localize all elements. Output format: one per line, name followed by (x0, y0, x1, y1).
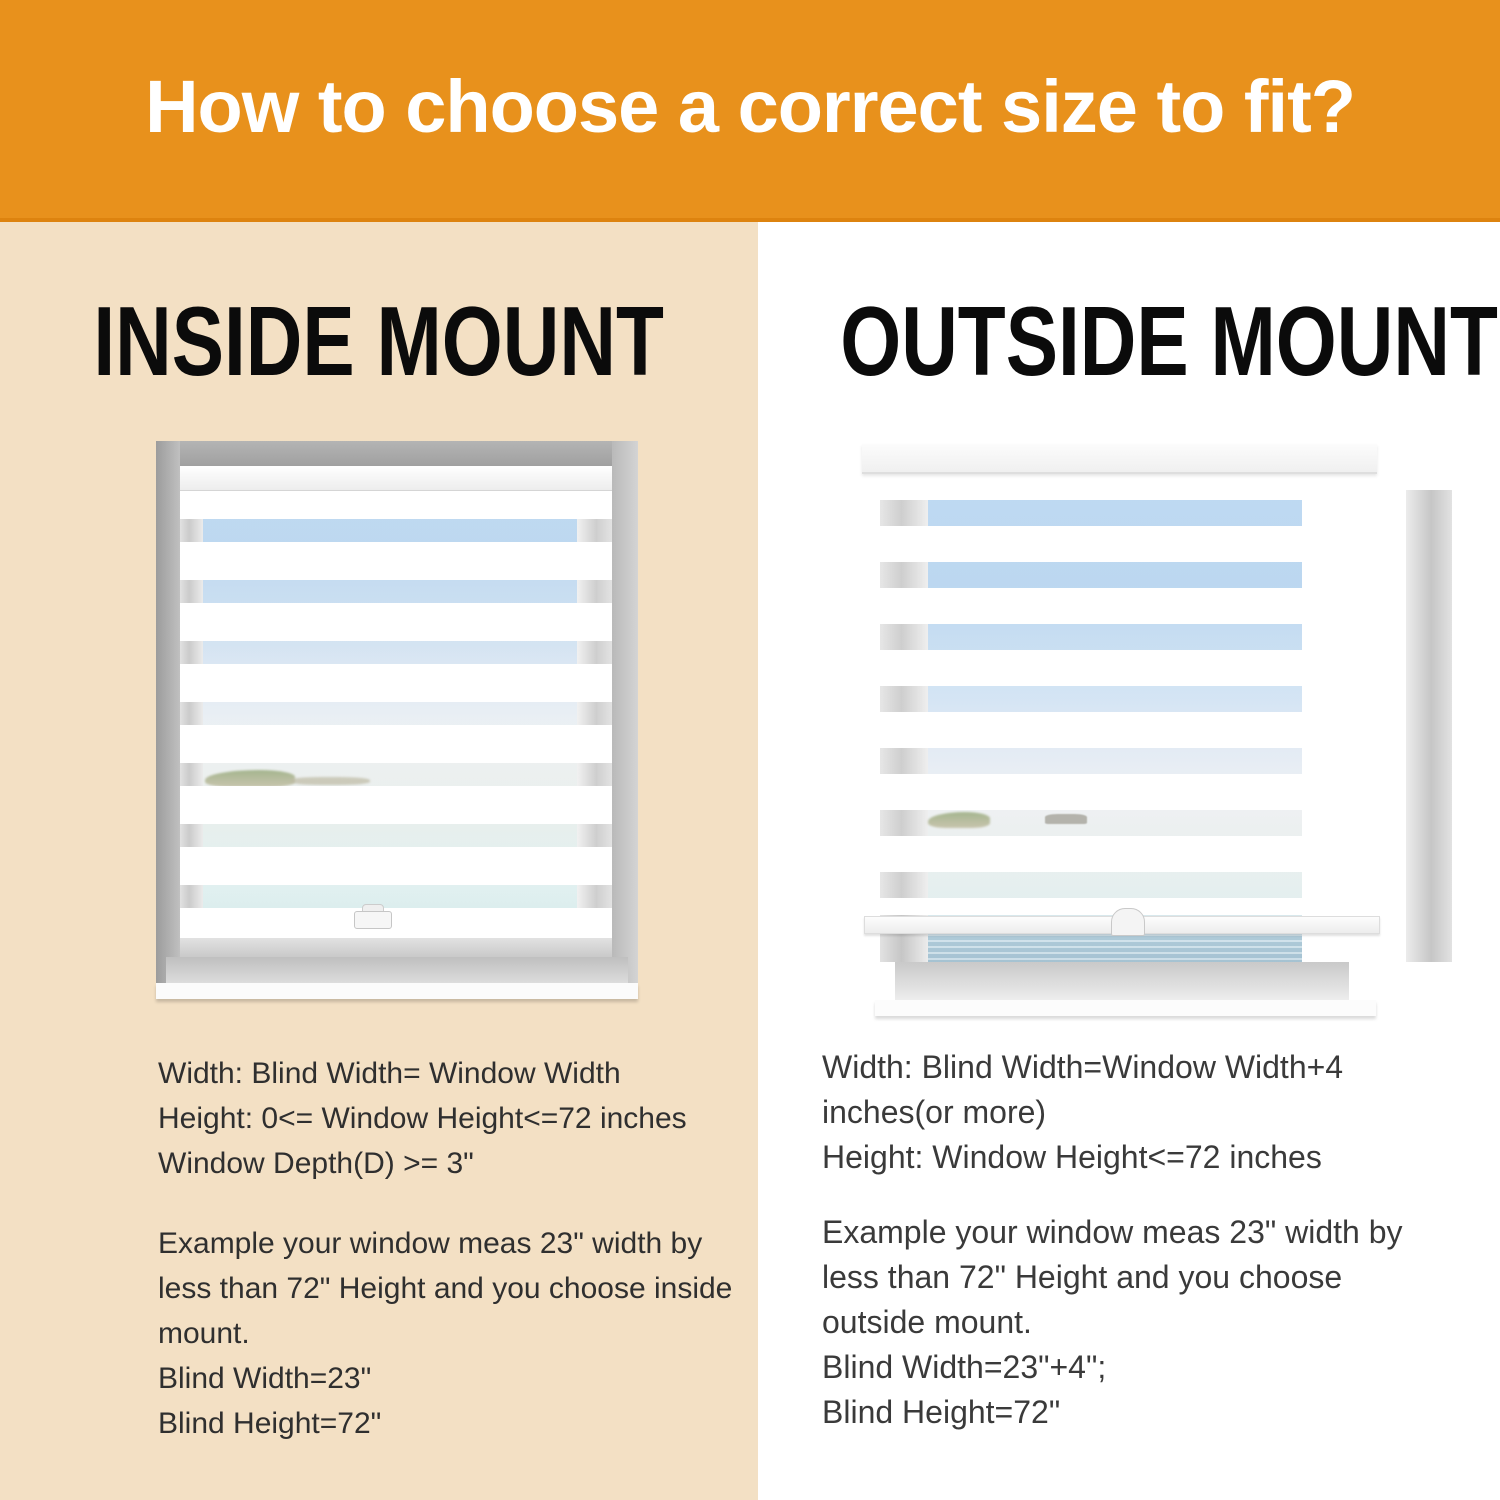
window-sill (156, 983, 638, 999)
sea-waves (928, 934, 1302, 962)
spec-line: Window Depth(D) >= 3" (158, 1147, 474, 1180)
example-line: less than 72" Height and you choose (822, 1259, 1343, 1295)
inside-mount-example-text (158, 1221, 758, 1446)
outside-mount-spec-text (822, 1045, 1462, 1180)
blind-cassette (180, 466, 612, 491)
example-line: Blind Height=72" (158, 1407, 382, 1440)
window-frame-bottom (166, 957, 628, 983)
window-recess-shadow (895, 962, 1349, 1000)
window-sash-bottom (180, 908, 612, 938)
window-handle (1111, 908, 1145, 936)
spec-line: Width: Blind Width= Window Width (158, 1057, 621, 1090)
outside-mount-heading (758, 286, 1500, 396)
zebra-blind-stripes (180, 490, 612, 911)
window-bottom-rail (180, 938, 612, 957)
window-frame-top (156, 441, 638, 466)
window-opening (180, 466, 612, 938)
example-line: Example your window meas 23" width by (158, 1227, 703, 1260)
example-line: less than 72" Height and you choose inside (158, 1272, 733, 1305)
window-frame-left (156, 441, 180, 983)
spec-line: Height: 0<= Window Height<=72 inches (158, 1102, 687, 1135)
inside-mount-heading (0, 286, 758, 396)
inside-mount-heading-text: INSIDE MOUNT (93, 286, 665, 396)
example-line: Blind Width=23"+4"; (822, 1349, 1107, 1385)
header-banner (0, 0, 1500, 222)
zebra-blind-stripes (867, 480, 1350, 915)
window-handle (354, 911, 392, 929)
example-line: Example your window meas 23" width by (822, 1214, 1403, 1250)
page-title: How to choose a correct size to fit? (145, 65, 1355, 148)
window-sill (875, 1000, 1376, 1016)
example-line: mount. (158, 1317, 250, 1350)
blind-headrail (862, 444, 1377, 474)
outside-mount-window-illustration (862, 444, 1382, 1020)
spec-line: Width: Blind Width=Window Width+4 (822, 1049, 1344, 1085)
outside-mount-heading-text: OUTSIDE MOUNT (840, 286, 1498, 396)
window-jamb-right (1406, 490, 1452, 962)
spec-line: Height: Window Height<=72 inches (822, 1139, 1322, 1175)
inside-mount-spec-text (158, 1051, 738, 1186)
window-frame-right (612, 441, 638, 983)
inside-mount-window-illustration (156, 441, 638, 1001)
example-line: Blind Width=23" (158, 1362, 372, 1395)
outside-mount-panel (758, 222, 1500, 1500)
spec-line: inches(or more) (822, 1094, 1047, 1130)
outside-mount-example-text (822, 1210, 1482, 1435)
inside-mount-panel (0, 222, 758, 1500)
example-line: Blind Height=72" (822, 1394, 1061, 1430)
example-line: outside mount. (822, 1304, 1032, 1340)
